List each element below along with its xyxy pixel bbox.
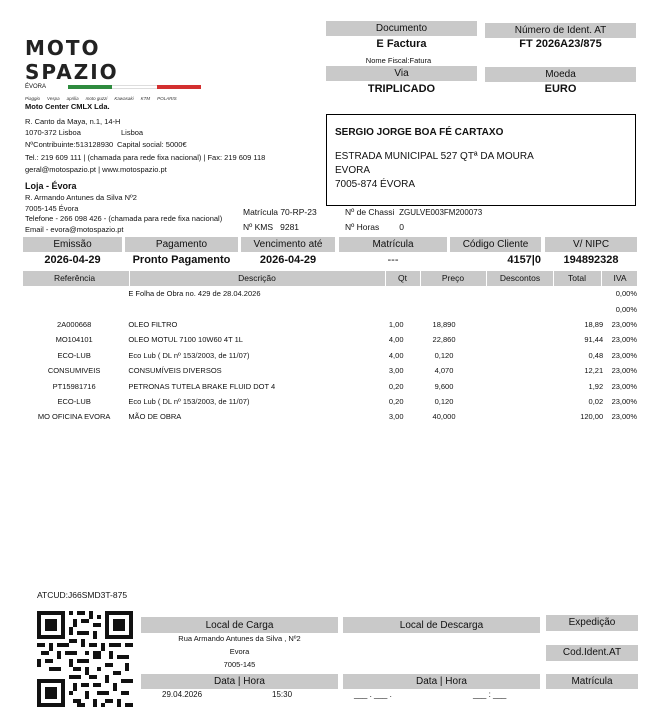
descarga-data-blank: ___ . ___ . — [354, 690, 392, 699]
line-desc: OLEO FILTRO — [128, 319, 178, 329]
ident-value: FT 2026A23/875 — [519, 38, 602, 50]
customer-line1: ESTRADA MUNICIPAL 527 QTª DA MOURA — [335, 151, 534, 162]
local-carga-line2: Evora — [229, 647, 250, 656]
horas-label: Nº Horas — [345, 222, 380, 232]
customer-name: SERGIO JORGE BOA FÉ CARTAXO — [335, 127, 504, 138]
line-descontos — [476, 348, 540, 363]
table-row — [23, 378, 637, 393]
line-ref — [23, 301, 125, 316]
vehicle-horas — [345, 222, 404, 232]
carga-data: 29.04.2026 — [162, 690, 203, 699]
line-total: 18,89 — [584, 319, 604, 329]
col-descontos: Descontos — [486, 271, 553, 286]
line-desc: E Folha de Obra no. 429 de 28.04.2026 — [128, 289, 261, 299]
company-line1: R. Canto da Maya, n.1, 14-H — [25, 116, 121, 126]
line-ref: MO104101 — [55, 335, 93, 345]
nome-fiscal: Nome Fiscal:Fatura — [365, 56, 432, 65]
documento-header: Documento — [326, 21, 477, 36]
local-carga-header: Local de Carga — [141, 617, 338, 633]
local-carga-line3: 7005-145 — [223, 660, 256, 669]
vencimento-value: 2026-04-29 — [259, 254, 317, 266]
company-email-web: geral@motospazio.pt | www.motospazio.pt — [25, 164, 167, 174]
line-ref: ECO-LUB — [57, 396, 91, 406]
atcud: ATCUD:J66SMD3T-875 — [37, 590, 128, 600]
line-preco: 9,600 — [434, 381, 454, 391]
line-items-table — [23, 286, 637, 425]
line-descontos — [476, 332, 540, 347]
logo-sub: ÉVORA — [25, 84, 47, 90]
line-preco: 0,120 — [434, 396, 454, 406]
store-line1: R. Armando Antunes da Silva Nº2 — [25, 193, 137, 202]
kms-value: 9281 — [280, 222, 300, 232]
col-total: Total — [553, 271, 600, 286]
line-ref — [23, 286, 125, 301]
via-value: TRIPLICADO — [367, 83, 436, 95]
line-preco: 4,070 — [434, 366, 454, 376]
line-total — [539, 301, 603, 316]
line-desc: CONSUMÍVEIS DIVERSOS — [128, 366, 222, 376]
descarga-datahora-header: Data | Hora — [343, 674, 540, 689]
line-iva: 0,00% — [615, 289, 637, 299]
line-preco: 0,120 — [434, 350, 454, 360]
line-preco: 40,000 — [432, 412, 456, 422]
table-row — [23, 332, 637, 347]
col-iva: IVA — [601, 271, 638, 286]
line-iva: 23,00% — [611, 396, 637, 406]
line-total: 0,02 — [588, 396, 604, 406]
local-carga-line1: Rua Armando Antunes da Silva , Nº2 — [178, 634, 301, 643]
col-descricao: Descrição — [129, 271, 384, 286]
line-descontos — [476, 394, 540, 409]
matricula-value: --- — [387, 254, 399, 266]
brand-kawasaki: Kawasaki — [114, 96, 134, 101]
line-qt: 4,00 — [388, 350, 404, 360]
vehicle-matricula: Matrícula 70-RP-23 — [243, 207, 317, 217]
col-referencia: Referência — [53, 273, 96, 283]
line-total: 12,21 — [584, 366, 604, 376]
company-city: Lisboa — [121, 128, 144, 137]
store-line4: Email - evora@motospazio.pt — [25, 224, 124, 234]
line-total: 0,48 — [588, 350, 604, 360]
codigo-cliente-header: Código Cliente — [450, 237, 541, 252]
line-qt — [380, 301, 413, 316]
company-postcode: 1070-372 Lisboa — [25, 128, 81, 137]
line-descontos — [476, 301, 540, 316]
line-iva: 23,00% — [611, 319, 637, 329]
pagamento-value: Pronto Pagamento — [132, 254, 231, 266]
company-nif: NºContribuinte:513128930 — [25, 139, 114, 149]
line-qt: 0,20 — [388, 396, 404, 406]
emissao-value: 2026-04-29 — [44, 254, 101, 266]
codigo-cliente-value: 4157|0 — [507, 254, 541, 266]
kms-label: Nº KMS — [243, 222, 274, 232]
line-iva: 23,00% — [611, 381, 637, 391]
company-info — [25, 101, 325, 175]
cod-ident-header: Cod.Ident.AT — [546, 645, 638, 661]
store-line3: Telefone - 266 098 426 - (chamada para rede fixa nacional) — [25, 214, 223, 223]
table-row — [23, 363, 637, 378]
line-iva: 23,00% — [611, 350, 637, 360]
line-iva: 23,00% — [611, 412, 637, 422]
matricula-header: Matrícula — [339, 237, 447, 252]
logo-name: MOTO SPAZIO — [25, 36, 119, 84]
moeda-value: EURO — [544, 83, 577, 95]
table-row — [23, 394, 637, 409]
local-descarga-header: Local de Descarga — [343, 617, 540, 633]
line-preco — [412, 286, 475, 301]
line-qt: 4,00 — [388, 335, 404, 345]
line-ref: PT15981716 — [52, 381, 96, 391]
col-qt: Qt — [385, 271, 419, 286]
brand-moto-guzzi: moto guzzi — [85, 96, 108, 101]
table-row — [23, 301, 637, 316]
line-total: 91,44 — [584, 335, 604, 345]
customer-line2: EVORA — [335, 165, 371, 176]
company-name: Moto Center CMLX Lda. — [25, 102, 110, 111]
line-desc: OLEO MOTUL 7100 10W60 4T 1L — [128, 335, 243, 345]
vehicle-chassi — [345, 207, 482, 217]
line-iva: 0,00% — [615, 304, 637, 314]
carga-datahora-header: Data | Hora — [141, 674, 338, 689]
line-iva: 23,00% — [611, 366, 637, 376]
line-desc: Eco Lub ( DL nº 153/2003, de 11/07) — [128, 350, 250, 360]
line-preco — [412, 301, 475, 316]
matricula-footer-header: Matrícula — [546, 674, 638, 689]
table-row — [23, 348, 637, 363]
line-iva: 23,00% — [611, 335, 637, 345]
line-total: 120,00 — [580, 412, 604, 422]
customer-address-box — [326, 114, 636, 206]
line-desc: Eco Lub ( DL nº 153/2003, de 11/07) — [128, 396, 250, 406]
ident-header: Número de Ident. AT — [485, 23, 636, 38]
brand-aprilia: aprilia — [66, 96, 79, 101]
expedicao-header: Expedição — [546, 615, 638, 631]
line-preco: 22,860 — [432, 335, 456, 345]
italian-flag-stripe — [68, 85, 201, 89]
chassi-value: ZGULVE003FM200073 — [399, 208, 483, 217]
company-capital: Capital social: 5000€ — [117, 139, 187, 149]
line-qt: 3,00 — [388, 412, 404, 422]
documento-value: E Factura — [376, 38, 427, 50]
line-qt: 3,00 — [388, 366, 404, 376]
store-line2: 7005-145 Évora — [25, 203, 79, 213]
line-total: 1,92 — [588, 381, 604, 391]
qr-code-image — [37, 611, 133, 707]
pagamento-header: Pagamento — [125, 237, 238, 252]
line-ref: ECO-LUB — [57, 350, 91, 360]
line-descontos — [476, 363, 540, 378]
customer-line3: 7005-874 ÉVORA — [335, 179, 416, 190]
descarga-hora-blank: ___ : ___ — [473, 690, 507, 699]
line-descontos — [476, 409, 540, 424]
brand-piaggio: Piaggio — [25, 96, 41, 101]
line-desc: MÃO DE OBRA — [128, 412, 182, 422]
brand-ktm: KTM — [140, 96, 151, 101]
via-header: Via — [326, 66, 477, 81]
nipc-value: 194892328 — [563, 254, 619, 266]
emissao-header: Emissão — [23, 237, 122, 252]
line-preco: 18,890 — [432, 319, 456, 329]
company-phone: Tel.: 219 609 111 | (chamada para rede fixa nacional) | Fax: 219 609 118 — [25, 153, 266, 162]
line-descontos — [476, 317, 540, 332]
moeda-header: Moeda — [485, 67, 636, 82]
line-descontos — [476, 378, 540, 393]
brand-vespa: Vespa — [47, 96, 60, 101]
store-info — [25, 180, 255, 235]
chassi-label: Nº de Chassi — [345, 207, 395, 217]
col-preco: Preço — [420, 271, 485, 286]
carga-hora: 15:30 — [272, 690, 293, 699]
table-row — [23, 409, 637, 424]
lines-header — [23, 271, 637, 286]
table-row — [23, 286, 637, 301]
nipc-header: V/ NIPC — [545, 237, 637, 252]
line-qt: 0,20 — [388, 381, 404, 391]
store-title: Loja - Évora — [25, 181, 77, 191]
line-qt — [380, 286, 413, 301]
horas-value: 0 — [399, 222, 405, 232]
table-row — [23, 317, 637, 332]
vehicle-kms — [243, 222, 299, 232]
vencimento-header: Vencimento até — [241, 237, 335, 252]
line-desc — [125, 301, 380, 316]
line-ref: 2A000668 — [57, 319, 92, 329]
line-ref: MO OFICINA EVORA — [37, 412, 111, 422]
brand-polaris: POLARIS — [157, 96, 177, 101]
line-qt: 1,00 — [388, 319, 404, 329]
line-total — [539, 286, 603, 301]
brand-logo — [25, 36, 201, 101]
local-carga-info — [141, 632, 338, 671]
line-desc: PETRONAS TUTELA BRAKE FLUID DOT 4 — [128, 381, 276, 391]
line-descontos — [476, 286, 540, 301]
line-ref: CONSUMIVEIS — [47, 366, 101, 376]
